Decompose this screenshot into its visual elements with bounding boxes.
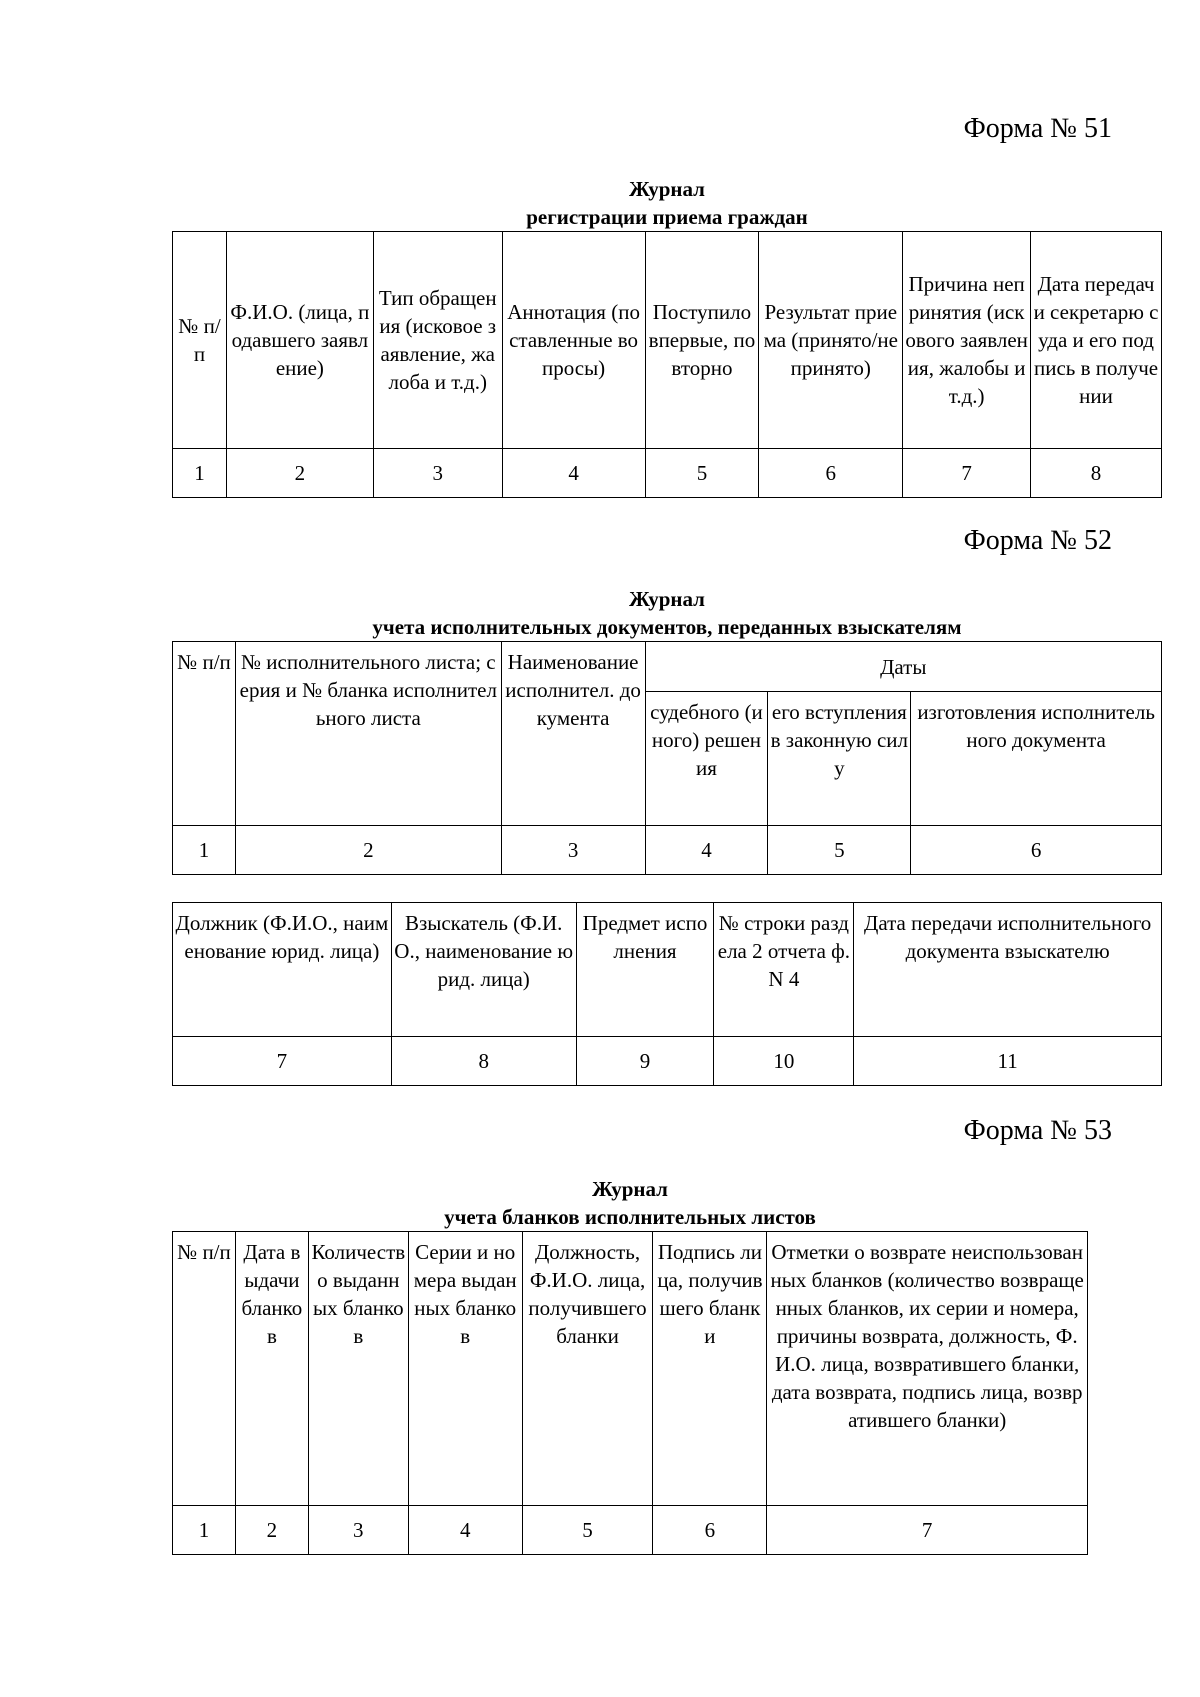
column-number-cell: 3 [308, 1506, 408, 1555]
form-52-title [172, 585, 1162, 641]
form-53-title-line: Журнал [592, 1177, 668, 1201]
form-52-label: Форма № 52 [963, 525, 1112, 556]
form-52-header-cell: Должник (Ф.И.О., наименование юрид. лица) [173, 903, 392, 1037]
column-number-cell: 8 [1031, 449, 1162, 498]
form-51-header-cell: Поступило впервые, повторно [645, 232, 759, 449]
column-number-cell: 11 [854, 1037, 1162, 1086]
form-51-header-cell: Тип обращения (исковое заявление, жалоба и т.д.) [373, 232, 502, 449]
column-number-cell: 3 [373, 449, 502, 498]
form-53-header-cell: Отметки о возврате неиспользованных бланков (количество возвращенных бланков, их серии и номера, причины возврата, должность, Ф.И.О. лица, возвратившего бланки, дата возврата, подпись лица, возвратившего бланки) [767, 1232, 1088, 1506]
column-number-cell: 6 [911, 826, 1162, 875]
form-51-table [172, 231, 1162, 498]
column-number-cell: 3 [501, 826, 645, 875]
column-number-cell: 7 [903, 449, 1031, 498]
form-52-header-cell: Наименование исполнител. документа [501, 642, 645, 826]
form-52-header-row [173, 642, 1162, 692]
date-header-cell: судебного (иного) решения [645, 692, 768, 826]
form-52-header-cell: № строки раздела 2 отчета ф. N 4 [714, 903, 854, 1037]
column-number-cell: 8 [391, 1037, 576, 1086]
column-number-cell: 1 [173, 826, 236, 875]
date-header-cell: его вступления в законную силу [768, 692, 911, 826]
column-number-cell: 2 [226, 449, 373, 498]
form-51-header-cell: Результат приема (принято/не принято) [759, 232, 903, 449]
column-number-cell: 5 [522, 1506, 653, 1555]
column-number-cell: 7 [767, 1506, 1088, 1555]
column-number-cell: 4 [645, 826, 768, 875]
column-number-cell: 9 [576, 1037, 714, 1086]
form-53-header-cell: № п/п [173, 1232, 236, 1506]
form-52-header-cell: № п/п [173, 642, 236, 826]
form-53-header-cell: Количество выданных бланков [308, 1232, 408, 1506]
column-number-cell: 7 [173, 1037, 392, 1086]
date-header-cell: изготовления исполнительного документа [911, 692, 1162, 826]
form-53-number-row [173, 1506, 1088, 1555]
form-52-table-2 [172, 902, 1162, 1086]
form-52-number-row [173, 826, 1162, 875]
form-53-header-cell: Подпись лица, получившего бланки [653, 1232, 767, 1506]
form-53-label: Форма № 53 [963, 1115, 1112, 1146]
form-52-header-row-2 [173, 903, 1162, 1037]
form-53-header-row [173, 1232, 1088, 1506]
form-51-header-cell: Ф.И.О. (лица, подавшего заявление) [226, 232, 373, 449]
form-51-subtitle: регистрации приема граждан [526, 205, 808, 229]
form-52-header-cell: Дата передачи исполнительного документа взыскателю [854, 903, 1162, 1037]
form-53-header-cell: Серии и номера выданных бланков [408, 1232, 522, 1506]
form-53-header-cell: Должность, Ф.И.О. лица, получившего бланки [522, 1232, 653, 1506]
form-51-label: Форма № 51 [963, 113, 1112, 144]
form-52-header-cell: Взыскатель (Ф.И.О., наименование юрид. лица) [391, 903, 576, 1037]
form-51-header-cell: Аннотация (поставленные вопросы) [502, 232, 645, 449]
dates-group-header: Даты [645, 642, 1161, 692]
form-51-header-cell: Дата передачи секретарю суда и его подпись в получении [1031, 232, 1162, 449]
column-number-cell: 4 [408, 1506, 522, 1555]
form-51-title [172, 175, 1162, 231]
column-number-cell: 6 [759, 449, 903, 498]
form-53-title [172, 1175, 1088, 1231]
form-52-number-row-2 [173, 1037, 1162, 1086]
form-52-header-cell: Предмет исполнения [576, 903, 714, 1037]
column-number-cell: 5 [768, 826, 911, 875]
form-53-header-cell: Дата выдачи бланков [235, 1232, 308, 1506]
form-52-header-cell: № исполнительного листа; серия и № бланка исполнительного листа [235, 642, 501, 826]
form-52-table-1 [172, 641, 1162, 875]
form-52-subtitle: учета исполнительных документов, переданных взыскателям [372, 615, 962, 639]
column-number-cell: 4 [502, 449, 645, 498]
form-51-title-line: Журнал [629, 177, 705, 201]
form-52-title-line: Журнал [629, 587, 705, 611]
form-51-number-row [173, 449, 1162, 498]
form-53-table [172, 1231, 1088, 1555]
column-number-cell: 10 [714, 1037, 854, 1086]
column-number-cell: 5 [645, 449, 759, 498]
form-51-header-cell: Причина непринятия (искового заявления, жалобы и т.д.) [903, 232, 1031, 449]
column-number-cell: 1 [173, 449, 227, 498]
column-number-cell: 6 [653, 1506, 767, 1555]
column-number-cell: 1 [173, 1506, 236, 1555]
form-51-header-cell: № п/п [173, 232, 227, 449]
column-number-cell: 2 [235, 1506, 308, 1555]
form-53-subtitle: учета бланков исполнительных листов [444, 1205, 816, 1229]
column-number-cell: 2 [235, 826, 501, 875]
form-51-header-row [173, 232, 1162, 449]
